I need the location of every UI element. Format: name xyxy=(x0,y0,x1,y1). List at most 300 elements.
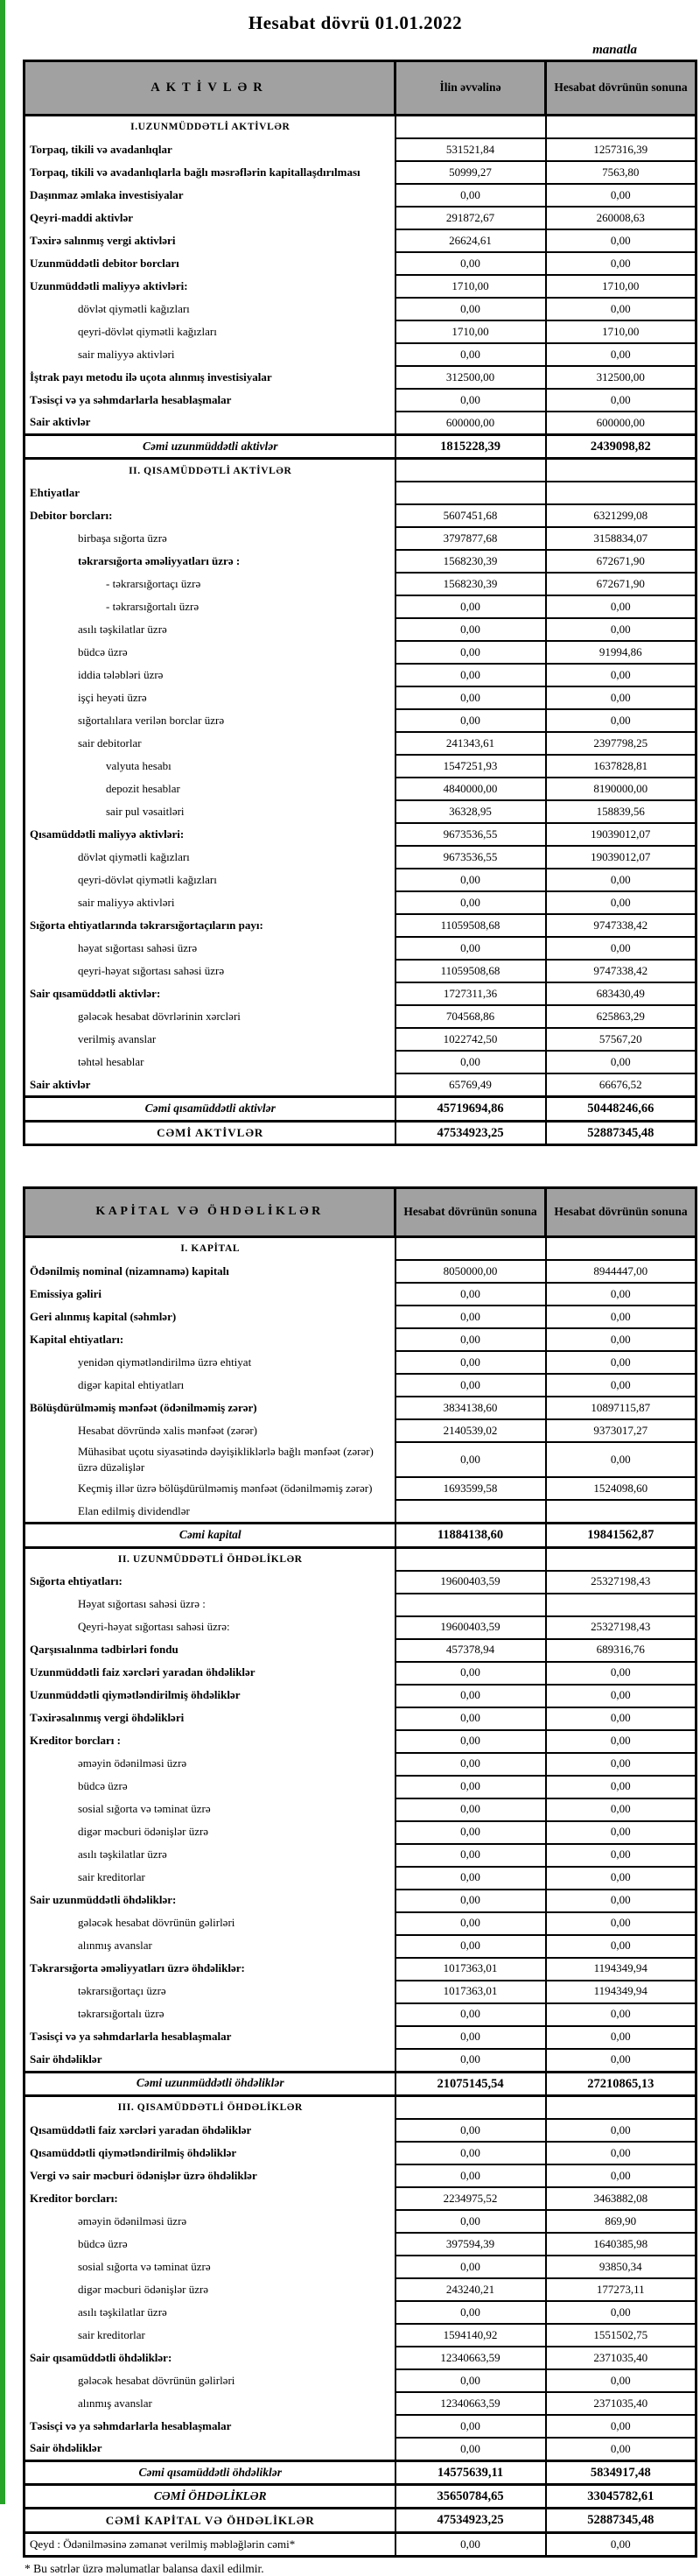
value-cell-col1: 1710,00 xyxy=(396,275,546,298)
table-row xyxy=(24,2460,696,2484)
value-cell-col1: 0,00 xyxy=(396,1051,546,1073)
table-row xyxy=(24,229,696,252)
value-cell-col1: 0,00 xyxy=(396,1890,546,1912)
value-cell-col2: 0,00 xyxy=(546,1776,696,1798)
row-label: Təsisçi və ya səhmdarlarla hesablaşmalar xyxy=(24,2026,396,2049)
row-label: Qısamüddətli qiymətləndirilmiş öhdəliklər xyxy=(24,2142,396,2164)
row-label: sığortalılara verilən borclar üzrə xyxy=(24,709,396,732)
value-cell-col1: 0,00 xyxy=(396,2049,546,2073)
row-label: Ödənilmiş nominal (nizamnamə) kapitalı xyxy=(24,1260,396,1283)
table-row xyxy=(24,320,696,343)
row-label: Sair uzunmüddətli öhdəliklər: xyxy=(24,1890,396,1912)
row-label: Ehtiyatlar xyxy=(24,482,396,504)
value-cell-col1: 2140539,02 xyxy=(396,1419,546,1442)
row-label: sair pul vəsaitləri xyxy=(24,800,396,823)
value-cell-col2: 66676,52 xyxy=(546,1073,696,1097)
value-cell-col1: 0,00 xyxy=(396,2142,546,2164)
table-row xyxy=(24,2438,696,2461)
value-cell-col2: 33045782,61 xyxy=(546,2485,696,2509)
value-cell-col1: 0,00 xyxy=(396,343,546,366)
value-cell-col2: 0,00 xyxy=(546,2301,696,2324)
value-cell-col2: 10897115,87 xyxy=(546,1397,696,1419)
value-cell-col1: 0,00 xyxy=(396,2532,546,2556)
value-cell-col2: 8944447,00 xyxy=(546,1260,696,1283)
value-cell-col2: 1710,00 xyxy=(546,320,696,343)
row-label: Hesabat dövründə xalis mənfəət (zərər) xyxy=(24,1419,396,1442)
value-cell-col1: 0,00 xyxy=(396,252,546,275)
table-row xyxy=(24,960,696,982)
table-row xyxy=(24,1798,696,1821)
row-label: Kreditor borcları : xyxy=(24,1730,396,1753)
value-cell-col2: 1551502,75 xyxy=(546,2324,696,2347)
row-label: Sığorta ehtiyatlarında təkrarsığortaçıların payı: xyxy=(24,914,396,937)
table-row xyxy=(24,2026,696,2049)
table-row xyxy=(24,891,696,914)
table-row xyxy=(24,1442,696,1477)
value-cell-col1: 0,00 xyxy=(396,389,546,412)
value-cell-col1 xyxy=(396,116,546,139)
value-cell-col2: 0,00 xyxy=(546,2369,696,2392)
table-row xyxy=(24,1028,696,1051)
value-cell-col1: 0,00 xyxy=(396,1374,546,1397)
table-row xyxy=(24,1500,696,1524)
value-cell-col2: 600000,00 xyxy=(546,412,696,435)
value-cell-col2: 177273,11 xyxy=(546,2278,696,2301)
value-cell-col2: 19039012,07 xyxy=(546,846,696,869)
value-cell-col2: 5834917,48 xyxy=(546,2460,696,2484)
row-label: gələcək hesabat dövrünün gəlirləri xyxy=(24,2369,396,2392)
table-row xyxy=(24,504,696,527)
row-label: CƏMİ KAPİTAL VƏ ÖHDƏLİKLƏR xyxy=(24,2509,396,2532)
row-label: Debitor borcları: xyxy=(24,504,396,527)
value-cell-col2: 91994,86 xyxy=(546,641,696,664)
value-cell-col1: 0,00 xyxy=(396,641,546,664)
row-label: Bölüşdürülməmiş mənfəət (ödənilməmiş zərər) xyxy=(24,1397,396,1419)
row-label: III. QISAMÜDDƏTLİ ÖHDƏLİKLƏR xyxy=(24,2095,396,2119)
table-row xyxy=(24,2164,696,2187)
table-row xyxy=(24,207,696,229)
value-cell-col2: 0,00 xyxy=(546,2119,696,2142)
value-cell-col1: 0,00 xyxy=(396,1442,546,1477)
row-label: gələcək hesabat dövrlərinin xərcləri xyxy=(24,1005,396,1028)
value-cell-col1: 1568230,39 xyxy=(396,573,546,595)
table-row xyxy=(24,1935,696,1958)
table-row xyxy=(24,573,696,595)
value-cell-col1: 1022742,50 xyxy=(396,1028,546,1051)
value-cell-col2 xyxy=(546,1236,696,1260)
value-cell-col1: 0,00 xyxy=(396,1912,546,1935)
row-label: Daşınmaz əmlaka investisiyalar xyxy=(24,184,396,207)
value-cell-col1: 291872,67 xyxy=(396,207,546,229)
row-label: qeyri-həyat sığortası sahəsi üzrə xyxy=(24,960,396,982)
row-label: valyuta hesabı xyxy=(24,755,396,778)
value-cell-col1 xyxy=(396,1236,546,1260)
table-row xyxy=(24,116,696,139)
row-label: qeyri-dövlət qiymətli kağızları xyxy=(24,869,396,891)
value-cell-col1: 26624,61 xyxy=(396,229,546,252)
assets-table xyxy=(23,60,697,1146)
value-cell-col2: 0,00 xyxy=(546,1935,696,1958)
value-cell-col1: 1594140,92 xyxy=(396,2324,546,2347)
table-row xyxy=(24,1571,696,1594)
row-label: Emissiya gəliri xyxy=(24,1283,396,1306)
value-cell-col1: 0,00 xyxy=(396,1753,546,1776)
value-cell-col2: 0,00 xyxy=(546,869,696,891)
table-row xyxy=(24,2347,696,2369)
value-cell-col1: 1017363,01 xyxy=(396,1981,546,2003)
table-row xyxy=(24,2095,696,2119)
value-cell-col1: 9673536,55 xyxy=(396,823,546,846)
value-cell-col2: 0,00 xyxy=(546,2438,696,2461)
table-row xyxy=(24,252,696,275)
value-cell-col2: 0,00 xyxy=(546,298,696,320)
value-cell-col2: 0,00 xyxy=(546,1730,696,1753)
value-cell-col2: 0,00 xyxy=(546,229,696,252)
row-label: CƏMİ ÖHDƏLİKLƏR xyxy=(24,2485,396,2509)
row-label: sair debitorlar xyxy=(24,732,396,755)
value-cell-col1: 1710,00 xyxy=(396,320,546,343)
row-label: - təkrarsığortaçı üzrə xyxy=(24,573,396,595)
value-cell-col1: 0,00 xyxy=(396,2119,546,2142)
row-label: asılı təşkilatlar üzrə xyxy=(24,2301,396,2324)
value-cell-col1: 0,00 xyxy=(396,595,546,618)
table-row xyxy=(24,937,696,960)
table-row xyxy=(24,641,696,664)
value-cell-col1: 1017363,01 xyxy=(396,1958,546,1981)
table-row xyxy=(24,1753,696,1776)
value-cell-col1: 11059508,68 xyxy=(396,914,546,937)
value-cell-col2: 260008,63 xyxy=(546,207,696,229)
value-cell-col2: 1524098,60 xyxy=(546,1477,696,1500)
row-label: Təsisçi və ya səhmdarlarla hesablaşmalar xyxy=(24,2415,396,2438)
table-row xyxy=(24,869,696,891)
value-cell-col2: 0,00 xyxy=(546,1283,696,1306)
row-label: Kreditor borcları: xyxy=(24,2187,396,2210)
value-cell-col2: 0,00 xyxy=(546,1867,696,1890)
value-cell-col2: 0,00 xyxy=(546,184,696,207)
value-cell-col2: 0,00 xyxy=(546,2026,696,2049)
row-label: Qarşısıalınma tədbirləri fondu xyxy=(24,1639,396,1662)
value-cell-col2: 0,00 xyxy=(546,2049,696,2073)
table-row xyxy=(24,1639,696,1662)
value-cell-col1: 36328,95 xyxy=(396,800,546,823)
table-row xyxy=(24,2415,696,2438)
value-cell-col1: 0,00 xyxy=(396,937,546,960)
row-label: dövlət qiymətli kağızları xyxy=(24,846,396,869)
value-cell-col1 xyxy=(396,1500,546,1524)
value-cell-col2: 8190000,00 xyxy=(546,778,696,800)
row-label: Vergi və sair məcburi ödənişlər üzrə öhdəliklər xyxy=(24,2164,396,2187)
table-row xyxy=(24,1477,696,1500)
value-cell-col1: 1815228,39 xyxy=(396,435,546,459)
value-cell-col2: 9747338,42 xyxy=(546,914,696,937)
value-cell-col1: 0,00 xyxy=(396,618,546,641)
table-row xyxy=(24,709,696,732)
table-row xyxy=(24,1236,696,1260)
value-cell-col2: 25327198,43 xyxy=(546,1571,696,1594)
table-row xyxy=(24,914,696,937)
table-row xyxy=(24,800,696,823)
table-row xyxy=(24,1776,696,1798)
value-cell-col2: 0,00 xyxy=(546,1442,696,1477)
value-cell-col2: 2397798,25 xyxy=(546,732,696,755)
value-cell-col1 xyxy=(396,482,546,504)
value-cell-col2: 0,00 xyxy=(546,618,696,641)
value-cell-col2: 7563,80 xyxy=(546,161,696,184)
value-cell-col2: 689316,76 xyxy=(546,1639,696,1662)
table-row xyxy=(24,2233,696,2256)
value-cell-col2: 1194349,94 xyxy=(546,1958,696,1981)
table-row xyxy=(24,1397,696,1419)
row-label: iddia tələbləri üzrə xyxy=(24,664,396,686)
table-row xyxy=(24,2532,696,2556)
table-header-row xyxy=(24,1187,696,1236)
value-cell-col1: 0,00 xyxy=(396,2003,546,2026)
value-cell-col1: 0,00 xyxy=(396,1685,546,1707)
table-row xyxy=(24,686,696,709)
value-cell-col2: 672671,90 xyxy=(546,550,696,573)
row-label: büdcə üzrə xyxy=(24,2233,396,2256)
row-label: digər kapital ehtiyatları xyxy=(24,1374,396,1397)
value-cell-col1: 0,00 xyxy=(396,1283,546,1306)
value-cell-col1: 241343,61 xyxy=(396,732,546,755)
table-row xyxy=(24,1328,696,1351)
row-label: Cəmi qısamüddətli aktivlər xyxy=(24,1097,396,1121)
table-row xyxy=(24,2210,696,2233)
value-cell-col2: 625863,29 xyxy=(546,1005,696,1028)
value-cell-col2: 158839,56 xyxy=(546,800,696,823)
value-cell-col1: 0,00 xyxy=(396,891,546,914)
row-label: depozit hesablar xyxy=(24,778,396,800)
table-row xyxy=(24,618,696,641)
row-label: Cəmi uzunmüddətli öhdəliklər xyxy=(24,2072,396,2095)
value-cell-col2: 1710,00 xyxy=(546,275,696,298)
row-label: sosial sığorta və təminat üzrə xyxy=(24,1798,396,1821)
column-header-assets: AKTİVLƏR xyxy=(24,61,396,116)
row-label: büdcə üzrə xyxy=(24,1776,396,1798)
table-row xyxy=(24,1616,696,1639)
value-cell-col2: 9747338,42 xyxy=(546,960,696,982)
value-cell-col2: 0,00 xyxy=(546,1912,696,1935)
value-cell-col2: 1637828,81 xyxy=(546,755,696,778)
row-label: büdcə üzrə xyxy=(24,641,396,664)
row-label: CƏMİ AKTİVLƏR xyxy=(24,1121,396,1144)
table-row xyxy=(24,2119,696,2142)
value-cell-col1: 0,00 xyxy=(396,664,546,686)
value-cell-col2: 1194349,94 xyxy=(546,1981,696,2003)
value-cell-col2: 3158834,07 xyxy=(546,527,696,550)
table-row xyxy=(24,435,696,459)
table-row xyxy=(24,389,696,412)
value-cell-col2: 0,00 xyxy=(546,1374,696,1397)
value-cell-col1: 0,00 xyxy=(396,1351,546,1374)
value-cell-col2 xyxy=(546,1547,696,1571)
currency-unit-label: manatla xyxy=(592,43,637,57)
value-cell-col1: 11884138,60 xyxy=(396,1524,546,1547)
value-cell-col2: 2371035,40 xyxy=(546,2347,696,2369)
value-cell-col2: 0,00 xyxy=(546,1328,696,1351)
value-cell-col1: 4840000,00 xyxy=(396,778,546,800)
table-row xyxy=(24,1594,696,1616)
value-cell-col1: 2234975,52 xyxy=(396,2187,546,2210)
row-label: Uzunmüddətli maliyyə aktivləri: xyxy=(24,275,396,298)
value-cell-col1: 19600403,59 xyxy=(396,1571,546,1594)
value-cell-col1: 0,00 xyxy=(396,1328,546,1351)
value-cell-col1: 243240,21 xyxy=(396,2278,546,2301)
value-cell-col1: 0,00 xyxy=(396,1776,546,1798)
value-cell-col2: 57567,20 xyxy=(546,1028,696,1051)
table-row xyxy=(24,2278,696,2301)
row-label: sair maliyyə aktivləri xyxy=(24,891,396,914)
value-cell-col2 xyxy=(546,459,696,482)
row-label: Sair öhdəliklər xyxy=(24,2438,396,2461)
row-label: Cəmi qısamüddətli öhdəliklər xyxy=(24,2460,396,2484)
table-row xyxy=(24,2049,696,2073)
value-cell-col1: 0,00 xyxy=(396,1798,546,1821)
row-label: II. UZUNMÜDDƏTLİ ÖHDƏLİKLƏR xyxy=(24,1547,396,1571)
value-cell-col1: 0,00 xyxy=(396,1821,546,1844)
column-header-end-of-period: Hesabat dövrünün sonuna xyxy=(546,1187,696,1236)
value-cell-col1: 0,00 xyxy=(396,869,546,891)
table-row xyxy=(24,1958,696,1981)
value-cell-col1: 14575639,11 xyxy=(396,2460,546,2484)
row-label: Sair aktivlər xyxy=(24,412,396,435)
value-cell-col2: 0,00 xyxy=(546,1662,696,1685)
value-cell-col1: 1693599,58 xyxy=(396,1477,546,1500)
value-cell-col2: 0,00 xyxy=(546,1051,696,1073)
value-cell-col1: 1727311,36 xyxy=(396,982,546,1005)
table-row xyxy=(24,2072,696,2095)
table-row xyxy=(24,846,696,869)
table-row xyxy=(24,595,696,618)
table-row xyxy=(24,161,696,184)
row-label: Uzunmüddətli faiz xərcləri yaradan öhdəliklər xyxy=(24,1662,396,1685)
value-cell-col2: 6321299,08 xyxy=(546,504,696,527)
table-row xyxy=(24,2369,696,2392)
value-cell-col1 xyxy=(396,1594,546,1616)
row-label: alınmış avanslar xyxy=(24,2392,396,2415)
table-row xyxy=(24,1890,696,1912)
row-label: gələcək hesabat dövrünün gəlirləri xyxy=(24,1912,396,1935)
value-cell-col2 xyxy=(546,1594,696,1616)
row-label: Təkrarsığorta əməliyyatları üzrə öhdəliklər: xyxy=(24,1958,396,1981)
row-label: Qısamüddətli maliyyə aktivləri: xyxy=(24,823,396,846)
row-label: Cəmi uzunmüddətli aktivlər xyxy=(24,435,396,459)
value-cell-col1: 12340663,59 xyxy=(396,2392,546,2415)
value-cell-col2: 0,00 xyxy=(546,252,696,275)
value-cell-col1: 0,00 xyxy=(396,2164,546,2187)
value-cell-col2 xyxy=(546,1500,696,1524)
table-row xyxy=(24,366,696,389)
table-row xyxy=(24,1121,696,1144)
row-label: Həyat sığortası sahəsi üzrə : xyxy=(24,1594,396,1616)
table-row xyxy=(24,298,696,320)
value-cell-col2: 0,00 xyxy=(546,1753,696,1776)
value-cell-col1: 0,00 xyxy=(396,1867,546,1890)
table-row xyxy=(24,2142,696,2164)
value-cell-col2: 0,00 xyxy=(546,343,696,366)
table-row xyxy=(24,412,696,435)
row-label: təkrarsığortalı üzrə xyxy=(24,2003,396,2026)
table-row xyxy=(24,2301,696,2324)
table-row xyxy=(24,1867,696,1890)
value-cell-col1: 0,00 xyxy=(396,2256,546,2278)
value-cell-col1: 0,00 xyxy=(396,686,546,709)
value-cell-col2: 50448246,66 xyxy=(546,1097,696,1121)
value-cell-col1: 12340663,59 xyxy=(396,2347,546,2369)
value-cell-col2: 0,00 xyxy=(546,2142,696,2164)
value-cell-col1: 3834138,60 xyxy=(396,1397,546,1419)
row-label: Sığorta ehtiyatları: xyxy=(24,1571,396,1594)
table-row xyxy=(24,2485,696,2509)
value-cell-col1: 0,00 xyxy=(396,2026,546,2049)
row-label: dövlət qiymətli kağızları xyxy=(24,298,396,320)
table-row xyxy=(24,1306,696,1328)
row-label: qeyri-dövlət qiymətli kağızları xyxy=(24,320,396,343)
value-cell-col2: 2371035,40 xyxy=(546,2392,696,2415)
row-label: Uzunmüddətli debitor borcları xyxy=(24,252,396,275)
table-row xyxy=(24,527,696,550)
balance-sheet-page xyxy=(5,0,700,2576)
table-row xyxy=(24,1051,696,1073)
value-cell-col2: 1257316,39 xyxy=(546,138,696,161)
value-cell-col2: 0,00 xyxy=(546,1798,696,1821)
table-row xyxy=(24,138,696,161)
row-label: əməyin ödənilməsi üzrə xyxy=(24,1753,396,1776)
value-cell-col2: 0,00 xyxy=(546,2164,696,2187)
table-row xyxy=(24,343,696,366)
value-cell-col2: 0,00 xyxy=(546,937,696,960)
footnote: * Bu sətrlər üzrə məlumatlar balansa daxil edilmir. xyxy=(24,2561,264,2575)
value-cell-col1: 0,00 xyxy=(396,2415,546,2438)
table-row xyxy=(24,1912,696,1935)
value-cell-col1: 0,00 xyxy=(396,2210,546,2233)
value-cell-col1: 0,00 xyxy=(396,1844,546,1867)
table-row xyxy=(24,1260,696,1283)
value-cell-col1: 0,00 xyxy=(396,709,546,732)
row-label: alınmış avanslar xyxy=(24,1935,396,1958)
value-cell-col1: 531521,84 xyxy=(396,138,546,161)
value-cell-col1: 0,00 xyxy=(396,298,546,320)
row-label: sair kreditorlar xyxy=(24,1867,396,1890)
value-cell-col1: 0,00 xyxy=(396,2438,546,2461)
value-cell-col2: 0,00 xyxy=(546,1821,696,1844)
row-label: Uzunmüddətli qiymətləndirilmiş öhdəliklər xyxy=(24,1685,396,1707)
table-row xyxy=(24,550,696,573)
row-label: Qeyd : Ödənilməsinə zəmanət verilmiş məbləğlərin cəmi* xyxy=(24,2532,396,2556)
row-label: Elan edilmiş dividendlər xyxy=(24,1500,396,1524)
value-cell-col1: 47534923,25 xyxy=(396,2509,546,2532)
column-header-end-of-period: Hesabat dövrünün sonuna xyxy=(546,61,696,116)
value-cell-col1: 65769,49 xyxy=(396,1073,546,1097)
value-cell-col2: 312500,00 xyxy=(546,366,696,389)
row-label: Qeyri-həyat sığortası sahəsi üzrə: xyxy=(24,1616,396,1639)
value-cell-col2 xyxy=(546,116,696,139)
table-row xyxy=(24,1730,696,1753)
value-cell-col1: 11059508,68 xyxy=(396,960,546,982)
row-label: Keçmiş illər üzrə bölüşdürülməmiş mənfəət (ödənilməmiş zərər) xyxy=(24,1477,396,1500)
row-label: Kapital ehtiyatları: xyxy=(24,1328,396,1351)
value-cell-col2: 1640385,98 xyxy=(546,2233,696,2256)
row-label: işçi heyəti üzrə xyxy=(24,686,396,709)
row-label: II. QISAMÜDDƏTLİ AKTİVLƏR xyxy=(24,459,396,482)
value-cell-col2: 93850,34 xyxy=(546,2256,696,2278)
table-row xyxy=(24,2509,696,2532)
table-row xyxy=(24,275,696,298)
value-cell-col1: 0,00 xyxy=(396,1730,546,1753)
table-row xyxy=(24,2256,696,2278)
value-cell-col2: 3463882,08 xyxy=(546,2187,696,2210)
